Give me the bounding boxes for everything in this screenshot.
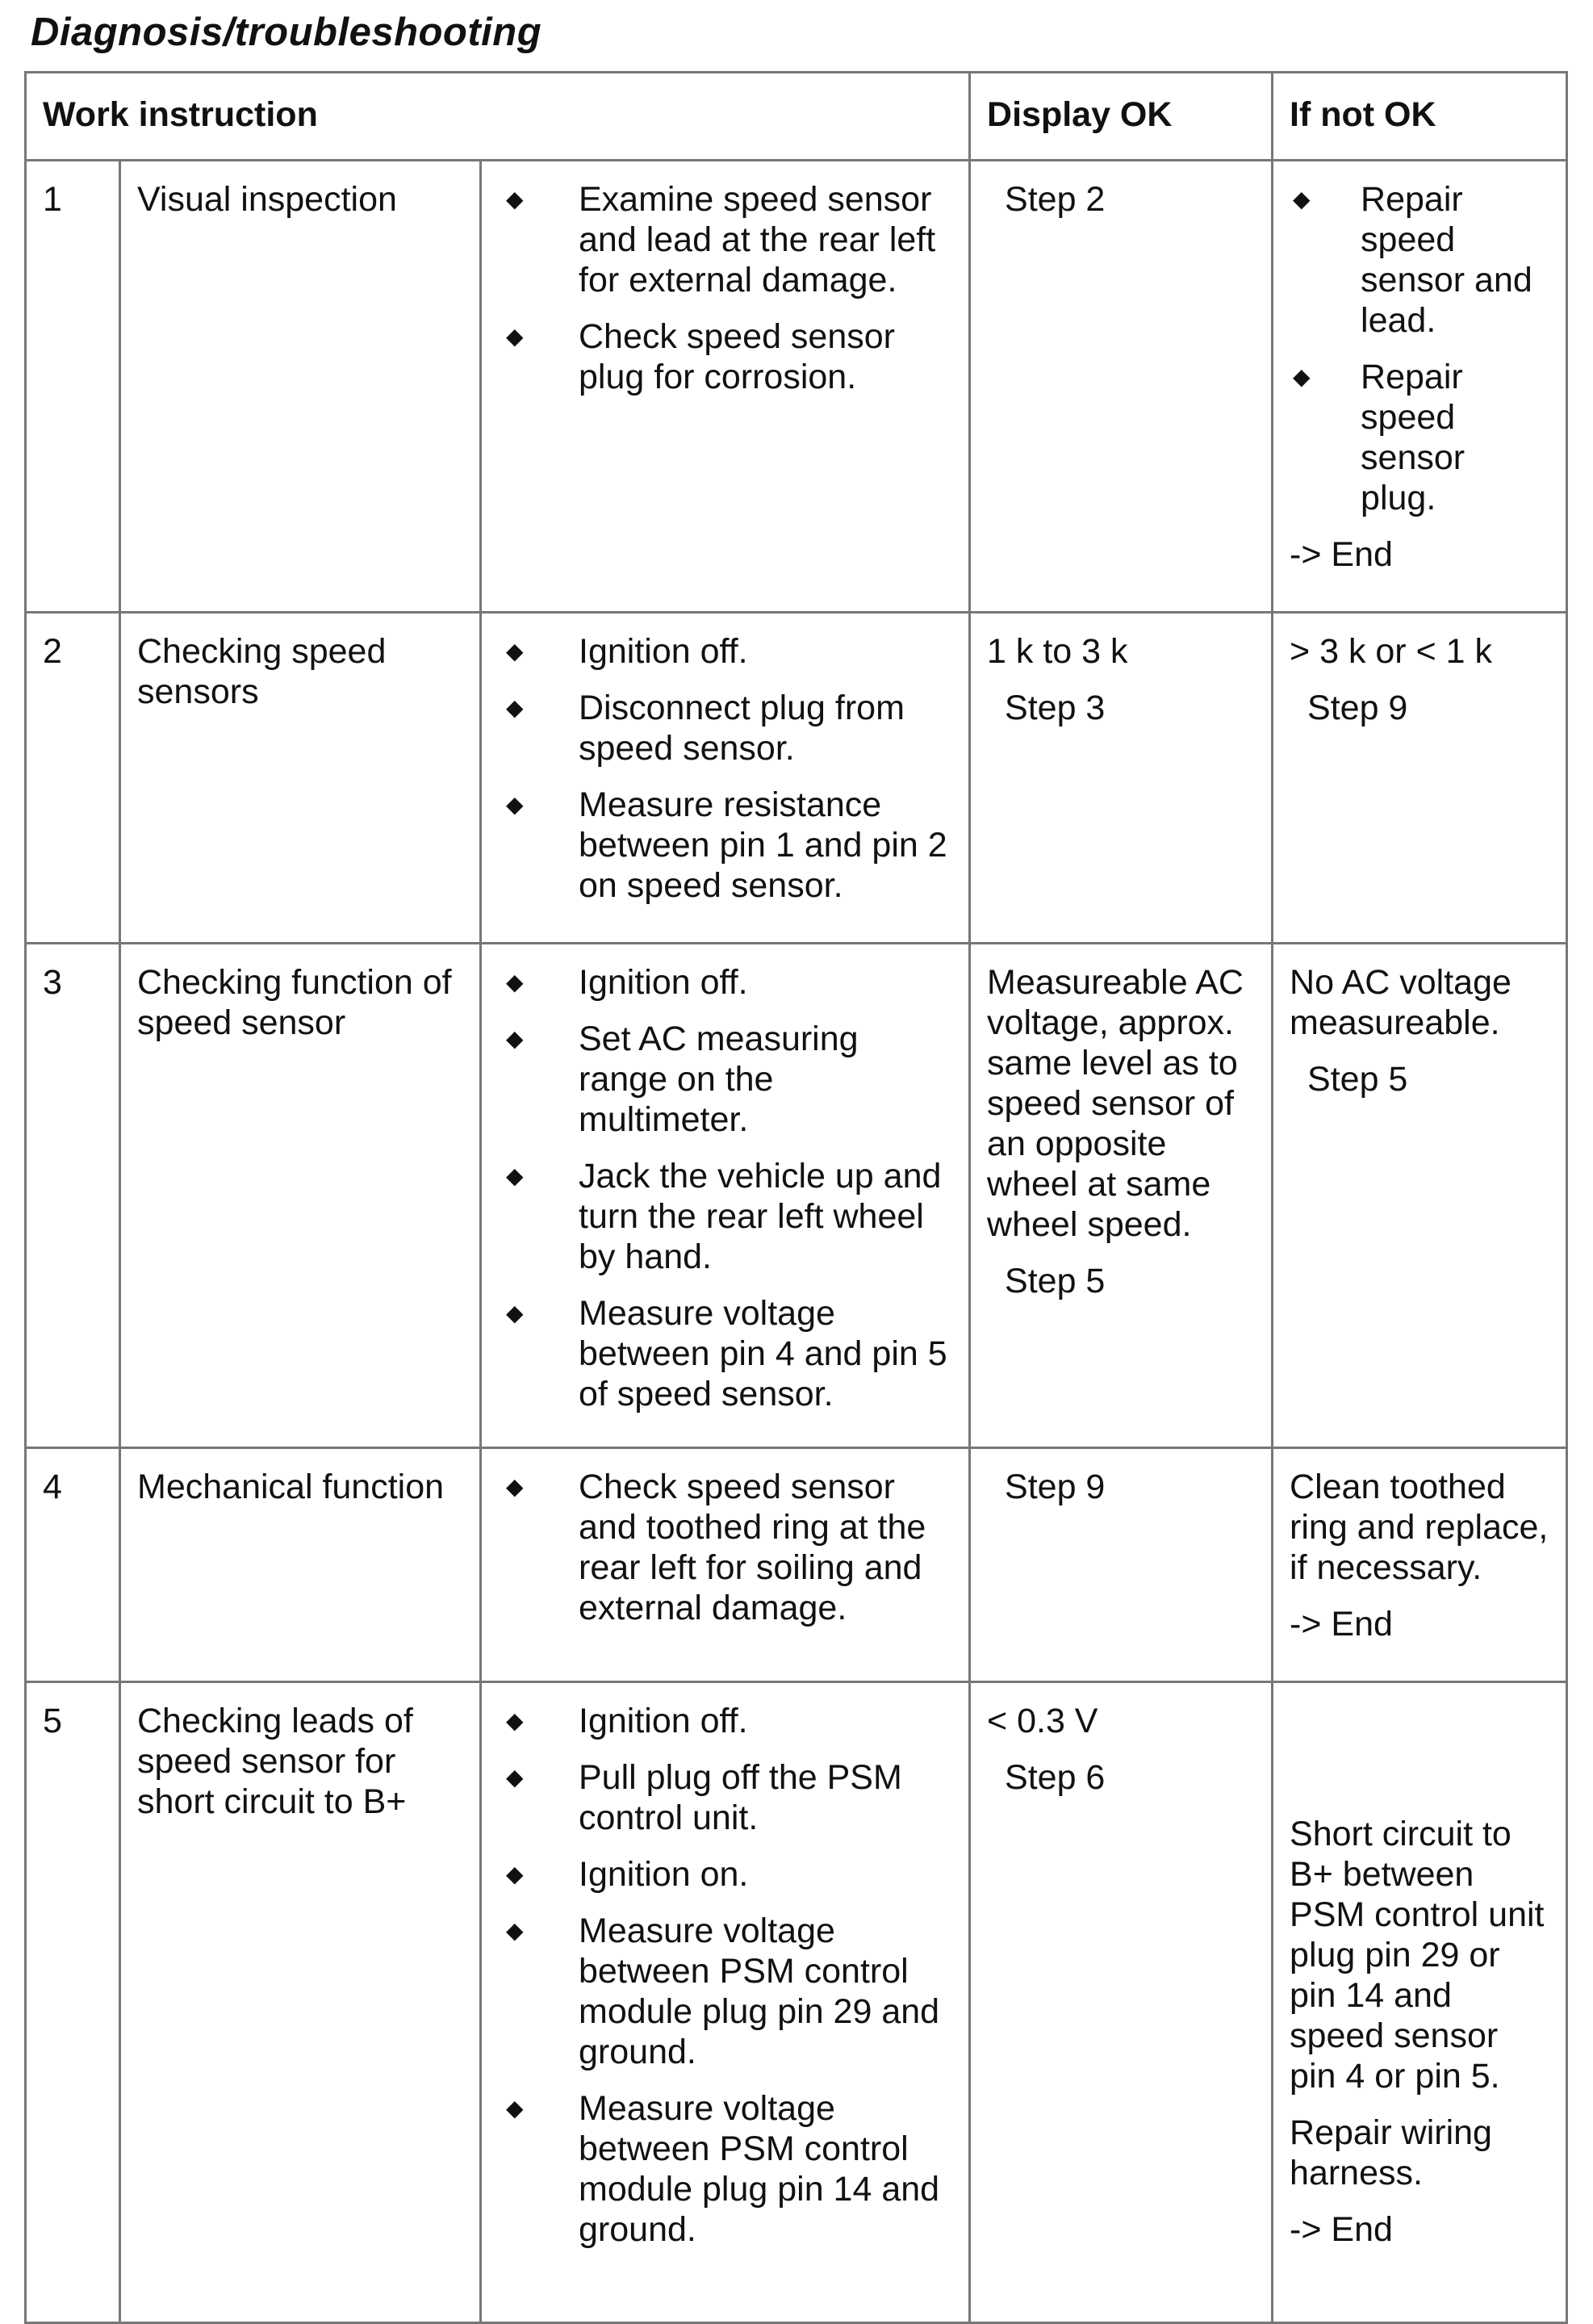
ok-value: Measureable AC voltage, approx. same level as to speed sensor of an opposite wheel at same wheel speed. [987, 963, 1244, 1244]
table-row [26, 161, 1567, 613]
if-not-ok-cell [1273, 161, 1567, 613]
step-actions [481, 1682, 970, 2323]
diamond-bullet-icon: ◆ [506, 1026, 524, 1051]
action-text: Pull plug off the PSM control unit. [579, 1758, 902, 1837]
list-item [498, 1467, 952, 1628]
ok-next-step: Step 5 [1005, 1262, 1106, 1300]
diamond-bullet-icon: ◆ [1293, 186, 1311, 211]
list-item [1285, 357, 1549, 518]
display-ok-cell [970, 1448, 1273, 1682]
header-work-instruction: Work instruction [26, 73, 970, 161]
display-ok-cell [970, 1682, 1273, 2323]
display-ok-cell [970, 613, 1273, 944]
action-text: Check speed sensor and toothed ring at the rear left for soiling and external damage. [579, 1468, 926, 1627]
ok-next-step: Step 2 [1005, 180, 1106, 219]
action-list [498, 962, 952, 1414]
action-text: Measure voltage between PSM control module plug pin 29 and ground. [579, 1912, 940, 2071]
diagnosis-table [24, 71, 1568, 2324]
list-item [498, 179, 952, 300]
diamond-bullet-icon: ◆ [506, 324, 524, 349]
action-text: Measure voltage between pin 4 and pin 5 of speed sensor. [579, 1294, 947, 1413]
page-title: Diagnosis/troubleshooting [31, 10, 542, 54]
step-number: 3 [26, 944, 120, 1448]
action-list [498, 631, 952, 906]
action-list [498, 1701, 952, 2250]
if-not-ok-cell [1273, 1682, 1567, 2323]
header-display-ok: Display OK [970, 73, 1273, 161]
ok-next-step: Step 3 [1005, 689, 1106, 727]
header-if-not-ok: If not OK [1273, 73, 1567, 161]
step-number: 5 [26, 1682, 120, 2323]
not-ok-next-step: Step 9 [1307, 689, 1408, 727]
list-item [498, 1293, 952, 1414]
action-text: Examine speed sensor and lead at the rear left for external damage. [579, 180, 936, 299]
end-marker: -> End [1290, 535, 1393, 574]
step-number: 4 [26, 1448, 120, 1682]
end-marker: -> End [1290, 2210, 1393, 2249]
step-number: 1 [26, 161, 120, 613]
list-item [1285, 179, 1549, 341]
table-row [26, 613, 1567, 944]
remedy-list [1285, 179, 1549, 518]
not-ok-action: Repair wiring harness. [1290, 2113, 1492, 2192]
list-item [498, 1019, 952, 1140]
list-item [498, 1757, 952, 1838]
ok-next-step: Step 6 [1005, 1758, 1106, 1797]
diamond-bullet-icon: ◆ [506, 969, 524, 995]
table-row [26, 1448, 1567, 1682]
action-text: Check speed sensor plug for corrosion. [579, 317, 895, 396]
action-text: Set AC measuring range on the multimeter. [579, 1020, 859, 1139]
not-ok-text: Short circuit to B+ between PSM control unit plug pin 29 or pin 14 and speed sensor pin 4 or pin 5. [1290, 1815, 1545, 2096]
if-not-ok-cell [1273, 613, 1567, 944]
remedy-text: Repair speed sensor plug. [1361, 358, 1465, 517]
diamond-bullet-icon: ◆ [506, 186, 524, 211]
diamond-bullet-icon: ◆ [506, 2096, 524, 2121]
not-ok-text: Clean toothed ring and replace, if necessary. [1290, 1468, 1549, 1587]
diamond-bullet-icon: ◆ [506, 1300, 524, 1325]
step-name: Mechanical function [120, 1448, 481, 1682]
diamond-bullet-icon: ◆ [1293, 364, 1311, 389]
list-item [498, 1854, 952, 1895]
step-name: Checking function of speed sensor [120, 944, 481, 1448]
step-number: 2 [26, 613, 120, 944]
action-text: Jack the vehicle up and turn the rear left wheel by hand. [579, 1157, 942, 1276]
action-text: Measure voltage between PSM control module plug pin 14 and ground. [579, 2089, 940, 2249]
step-actions [481, 1448, 970, 1682]
step-name: Checking speed sensors [120, 613, 481, 944]
diamond-bullet-icon: ◆ [506, 1163, 524, 1188]
list-item [498, 2088, 952, 2250]
table-row [26, 944, 1567, 1448]
not-ok-next-step: Step 5 [1307, 1060, 1408, 1099]
display-ok-cell [970, 161, 1273, 613]
list-item [498, 688, 952, 768]
diamond-bullet-icon: ◆ [506, 792, 524, 817]
list-item [498, 1701, 952, 1741]
table-header-row [26, 73, 1567, 161]
step-actions [481, 161, 970, 613]
list-item [498, 1911, 952, 2072]
action-text: Ignition on. [579, 1855, 749, 1894]
step-name: Checking leads of speed sensor for short circuit to B+ [120, 1682, 481, 2323]
diamond-bullet-icon: ◆ [506, 1765, 524, 1790]
not-ok-text: > 3 k or < 1 k [1290, 632, 1492, 671]
display-ok-cell [970, 944, 1273, 1448]
remedy-text: Repair speed sensor and lead. [1361, 180, 1532, 340]
if-not-ok-cell [1273, 1448, 1567, 1682]
step-actions [481, 944, 970, 1448]
action-text: Ignition off. [579, 1702, 748, 1740]
list-item [498, 631, 952, 672]
action-text: Ignition off. [579, 963, 748, 1002]
diamond-bullet-icon: ◆ [506, 695, 524, 720]
diamond-bullet-icon: ◆ [506, 1918, 524, 1943]
step-name: Visual inspection [120, 161, 481, 613]
action-list [498, 179, 952, 397]
list-item [498, 962, 952, 1003]
ok-value: 1 k to 3 k [987, 632, 1128, 671]
not-ok-text: No AC voltage measureable. [1290, 963, 1511, 1042]
action-text: Ignition off. [579, 632, 748, 671]
end-marker: -> End [1290, 1605, 1393, 1644]
table-row [26, 1682, 1567, 2323]
step-actions [481, 613, 970, 944]
list-item [498, 785, 952, 906]
list-item [498, 1156, 952, 1277]
diamond-bullet-icon: ◆ [506, 1708, 524, 1733]
if-not-ok-cell [1273, 944, 1567, 1448]
action-text: Measure resistance between pin 1 and pin 2 on speed sensor. [579, 785, 947, 905]
list-item [498, 316, 952, 397]
ok-next-step: Step 9 [1005, 1468, 1106, 1506]
diamond-bullet-icon: ◆ [506, 1861, 524, 1886]
diamond-bullet-icon: ◆ [506, 1474, 524, 1499]
action-text: Disconnect plug from speed sensor. [579, 689, 905, 768]
ok-value: < 0.3 V [987, 1702, 1098, 1740]
diamond-bullet-icon: ◆ [506, 639, 524, 664]
action-list [498, 1467, 952, 1628]
